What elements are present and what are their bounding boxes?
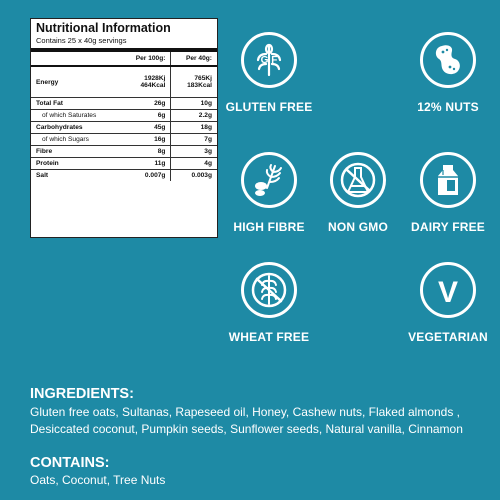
table-row: [31, 146, 217, 158]
v-letter: V: [437, 276, 459, 308]
nutrition-title: Nutritional Information: [36, 21, 171, 35]
nuts-badge: [398, 32, 498, 114]
energy-kj-100g: 1928Kj: [144, 75, 166, 82]
energy-kj-40g: 765Kj: [194, 75, 212, 82]
nutrition-table: [31, 52, 217, 181]
wheat-seed-icon: [251, 162, 287, 198]
row-label: Protein: [31, 158, 120, 170]
nuts-label: 12% NUTS: [417, 100, 479, 114]
value-100g: 26g: [120, 98, 171, 110]
gluten-free-badge: [219, 32, 319, 114]
wheat-free-label: WHEAT FREE: [228, 330, 310, 344]
table-row: [31, 110, 217, 122]
vegetarian-icon: [430, 272, 466, 308]
value-100g: 16g: [120, 134, 171, 146]
table-row: [31, 98, 217, 110]
table-row: [31, 170, 217, 182]
peanut-icon: [430, 42, 466, 78]
vegetarian-badge: [398, 262, 498, 344]
high-fibre-label: HIGH FIBRE: [233, 220, 305, 234]
ingredients-line-1: Gluten free oats, Sultanas, Rapeseed oil, Honey, Cashew nuts, Flaked almonds ,: [30, 405, 461, 419]
contains-text: Oats, Coconut, Tree Nuts: [30, 473, 166, 487]
value-40g: 10g: [171, 98, 217, 110]
non-gmo-label: NON GMO: [327, 220, 389, 234]
row-label: Fibre: [31, 146, 120, 158]
value-40g: 7g: [171, 134, 217, 146]
table-row: [31, 134, 217, 146]
dairy-free-badge: [398, 152, 498, 234]
energy-kcal-100g: 464Kcal: [140, 82, 166, 89]
gluten-free-icon: [251, 42, 287, 78]
non-gmo-badge: [308, 152, 408, 234]
table-header-row: [31, 52, 217, 66]
table-row: [31, 158, 217, 170]
nutrition-panel: [30, 18, 218, 238]
contains-heading: CONTAINS:: [30, 455, 110, 471]
row-label: Energy: [31, 66, 120, 98]
value-40g: 2.2g: [171, 110, 217, 122]
gluten-free-label: GLUTEN FREE: [225, 100, 313, 114]
no-wheat-icon: [251, 272, 287, 308]
row-label: Salt: [36, 172, 49, 179]
value-40g: 3g: [171, 146, 217, 158]
value-100g: 6g: [120, 110, 171, 122]
value-100g: 45g: [120, 122, 171, 134]
per-40g-header: Per 40g:: [171, 52, 217, 66]
gf-letters: G F: [260, 55, 278, 66]
row-label: of which Saturates: [31, 110, 120, 122]
no-gmo-icon: [340, 162, 376, 198]
high-fibre-badge: [219, 152, 319, 234]
ingredients-heading: INGREDIENTS:: [30, 386, 134, 402]
value-40g: 4g: [171, 158, 217, 170]
value-100g: 8g: [120, 146, 171, 158]
value-100g: 11g: [120, 158, 171, 170]
value-40g: 18g: [171, 122, 217, 134]
per-100g-header: Per 100g:: [120, 52, 171, 66]
value-100g: 0.007g: [120, 170, 171, 182]
milk-carton-icon: [430, 162, 466, 198]
vegetarian-label: VEGETARIAN: [408, 330, 488, 344]
dairy-free-label: DAIRY FREE: [410, 220, 485, 234]
row-label: Total Fat: [31, 98, 120, 110]
row-label: of which Sugars: [31, 134, 120, 146]
value-40g: 0.003g: [191, 172, 212, 179]
table-row: [31, 66, 217, 98]
energy-kcal-40g: 183Kcal: [187, 82, 212, 89]
row-label: Carbohydrates: [31, 122, 120, 134]
servings-text: Contains 25 x 40g servings: [31, 36, 217, 52]
wheat-free-badge: [219, 262, 319, 344]
ingredients-line-2: Desiccated coconut, Pumpkin seeds, Sunflower seeds, Natural vanilla, Cinnamon: [30, 422, 463, 436]
table-row: [31, 122, 217, 134]
